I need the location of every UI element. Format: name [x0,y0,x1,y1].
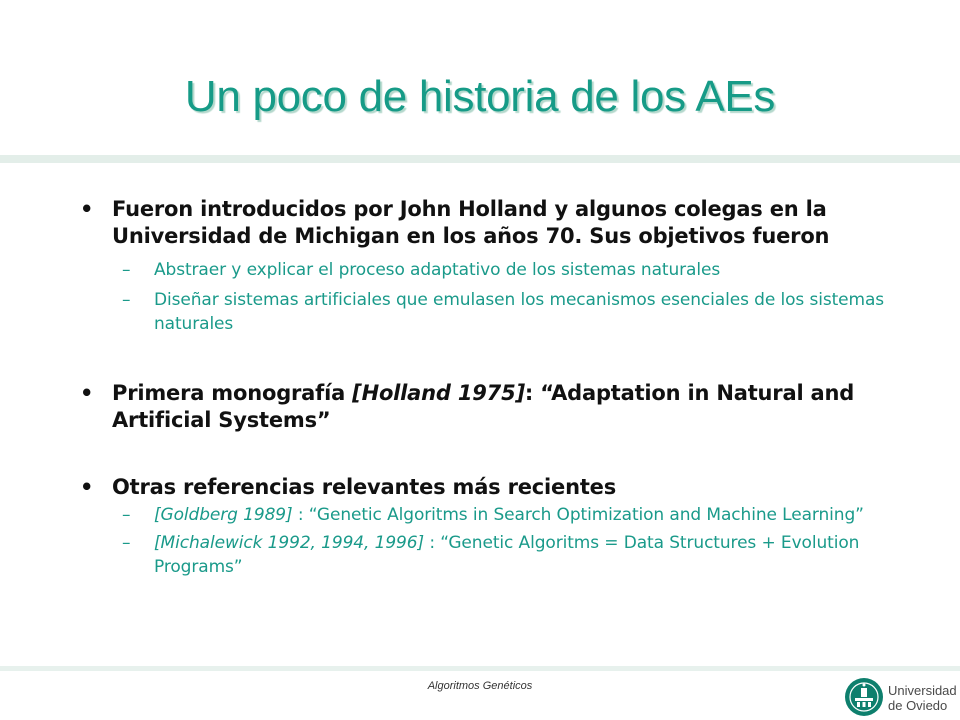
bullet-symbol: • [80,197,94,221]
bullet-symbol: • [80,381,94,405]
slide-title: Un poco de historia de los AEs [184,72,776,121]
slide-body [80,196,910,579]
sub-bullet-text: Diseñar sistemas artificiales que emulasen los mecanismos esenciales de los sistemas naturales [154,290,885,334]
logo-line-1: Universidad [888,683,957,698]
bullet-text: Fueron introducidos por John Holland y algunos colegas en la Universidad de Michigan en los años 70. Sus objetivos fueron [112,197,830,248]
bullet-text-pre: Primera monografía [112,381,353,405]
bullet-other-references [80,474,910,501]
reference-citation: [Goldberg 1989] [154,505,293,525]
logo-text [888,683,957,713]
sub-bullet [80,288,910,336]
bullet-holland-intro [80,196,910,250]
dash-symbol: – [122,260,131,280]
university-logo [842,674,960,720]
logo-line-2: de Oviedo [888,698,948,713]
sub-bullet-text: Abstraer y explicar el proceso adaptativo de los sistemas naturales [154,260,721,280]
bullet-symbol: • [80,475,94,499]
footer-title: Algoritmos Genéticos [427,680,533,692]
sub-bullet [80,531,910,579]
dash-symbol: – [122,505,131,525]
sub-bullet [80,503,910,527]
university-seal-icon [844,677,884,717]
sub-bullet-text: : “Genetic Algoritms = Data Structures + Evolution Programs” [154,533,860,577]
footer-divider [0,666,960,671]
bullet-text: Otras referencias relevantes más recientes [112,475,617,499]
reference-citation: [Michalewick 1992, 1994, 1996] [154,533,425,553]
bullet-text-post: : “Adaptation in Natural and Artificial Systems” [112,381,855,432]
bullet-first-monograph [80,380,910,434]
dash-symbol: – [122,290,131,310]
reference-citation: [Holland 1975] [352,381,525,405]
dash-symbol: – [122,533,131,553]
sub-bullet-text: : “Genetic Algoritms in Search Optimization and Machine Learning” [292,505,864,525]
sub-bullet [80,258,910,282]
title-divider [0,155,960,163]
